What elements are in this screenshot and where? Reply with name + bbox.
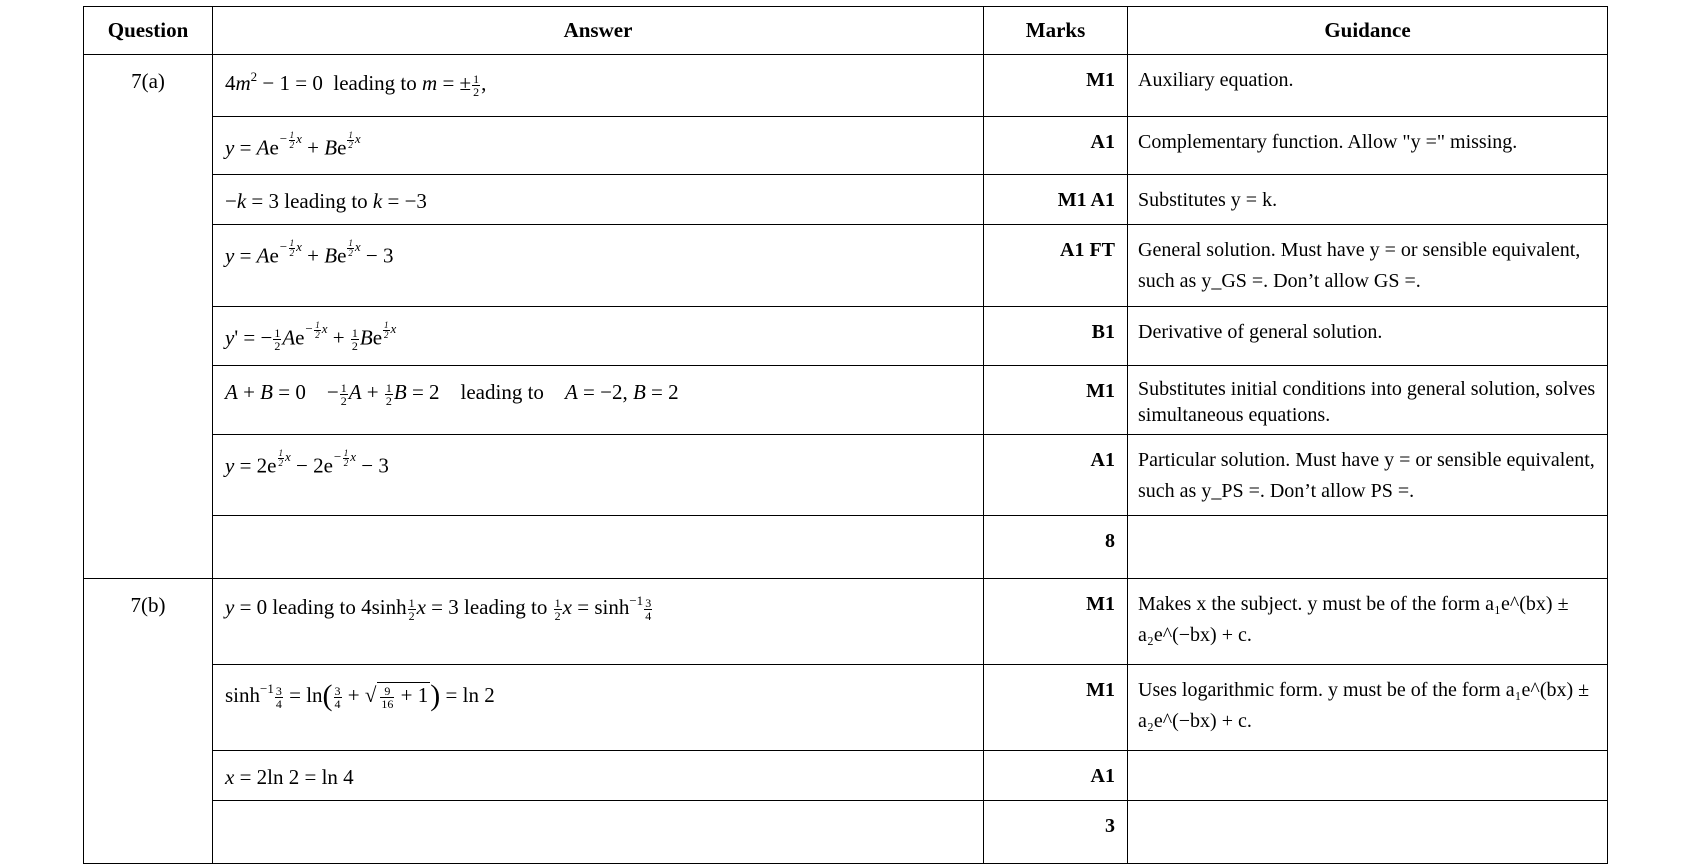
- total-guidance-blank: [1128, 516, 1608, 579]
- guidance-cell: Derivative of general solution.: [1128, 307, 1608, 366]
- answer-cell: $y = Ae^{- \frac{1}{2} x} + Be$ $^{\frac{1}{2} x}$ − 3: [213, 225, 984, 307]
- mark-cell: M1: [984, 579, 1128, 665]
- total-marks-7a: 8: [984, 516, 1128, 579]
- mark-cell: A1: [984, 751, 1128, 801]
- guidance-cell: Particular solution. Must have y = or sensible equivalent, such as y_PS =. Don’t allow PS =.: [1128, 435, 1608, 516]
- header-question: Question: [84, 7, 213, 55]
- mark-cell: A1: [984, 117, 1128, 175]
- answer-cell: $y = Ae^{- \frac{1}{2} x} + Be$ $^{\frac{1}{2} x}$: [213, 117, 984, 175]
- table-row: [84, 435, 1608, 516]
- total-blank: [213, 516, 984, 579]
- answer-cell: $\sinh^{-1}$ $\frac{3}{4}$ = ln( $\frac{3}{4}$ + √ $\frac{9}{16}$ + 1) = ln 2: [213, 665, 984, 751]
- mark-cell: M1: [984, 55, 1128, 117]
- answer-cell: A + B = 0 − $\frac{1}{2}$ A + $\frac{1}{2}$ B = 2 leading to A = −2, B = 2: [213, 366, 984, 435]
- header-marks: Marks: [984, 7, 1128, 55]
- table-row: [84, 751, 1608, 801]
- table-row: [84, 665, 1608, 751]
- answer-cell: x = 2ln 2 = ln 4: [213, 751, 984, 801]
- table-row: [84, 307, 1608, 366]
- table-row: [84, 225, 1608, 307]
- total-row: [84, 516, 1608, 579]
- header-answer: Answer: [213, 7, 984, 55]
- table-row: [84, 117, 1608, 175]
- mark-cell: M1 A1: [984, 175, 1128, 225]
- total-marks-7b: 3: [984, 801, 1128, 864]
- mark-cell: M1: [984, 665, 1128, 751]
- total-guidance-blank: [1128, 801, 1608, 864]
- guidance-cell: General solution. Must have y = or sensible equivalent, such as y_GS =. Don’t allow GS =.: [1128, 225, 1608, 307]
- answer-cell: −k = 3 leading to k = −3: [213, 175, 984, 225]
- guidance-cell: Auxiliary equation.: [1128, 55, 1608, 117]
- table-row: [84, 579, 1608, 665]
- guidance-cell: Substitutes initial conditions into general solution, solves simultaneous equations.: [1128, 366, 1608, 435]
- table-row: [84, 366, 1608, 435]
- guidance-cell: Uses logarithmic form. y must be of the form a₁e^(bx) ± a₂e^(−bx) + c.: [1128, 665, 1608, 751]
- header-row: [84, 7, 1608, 55]
- mark-cell: A1: [984, 435, 1128, 516]
- guidance-cell: Complementary function. Allow "y =" missing.: [1128, 117, 1608, 175]
- mark-cell: B1: [984, 307, 1128, 366]
- total-blank: [213, 801, 984, 864]
- guidance-cell: [1128, 751, 1608, 801]
- table-row: [84, 175, 1608, 225]
- answer-cell: y = 0 leading to 4sinh $\frac{1}{2}$ x = 3 leading to $\frac{1}{2}$ $x = \sinh^{-1}$ $\frac{3}{4}$: [213, 579, 984, 665]
- guidance-cell: Makes x the subject. y must be of the form a₁e^(bx) ± a₂e^(−bx) + c.: [1128, 579, 1608, 665]
- question-label-7b: 7(b): [84, 579, 213, 864]
- answer-cell: $4m^2 - 1 = 0$ leading to m = ± $\frac{1}{2}$ ,: [213, 55, 984, 117]
- answer-cell: y = 2e $^{\frac{1}{2} x} - 2e^{- \frac{1}{2} x} - 3$: [213, 435, 984, 516]
- header-guidance: Guidance: [1128, 7, 1608, 55]
- guidance-cell: Substitutes y = k.: [1128, 175, 1608, 225]
- mark-scheme-table: [83, 6, 1608, 864]
- question-label-7a: 7(a): [84, 55, 213, 579]
- answer-cell: y' = − $\frac{1}{2}$ $Ae^{- \frac{1}{2} x}$ + $\frac{1}{2}$ Be $^{\frac{1}{2} x}$: [213, 307, 984, 366]
- total-row: [84, 801, 1608, 864]
- mark-cell: M1: [984, 366, 1128, 435]
- table-row: [84, 55, 1608, 117]
- mark-cell: A1 FT: [984, 225, 1128, 307]
